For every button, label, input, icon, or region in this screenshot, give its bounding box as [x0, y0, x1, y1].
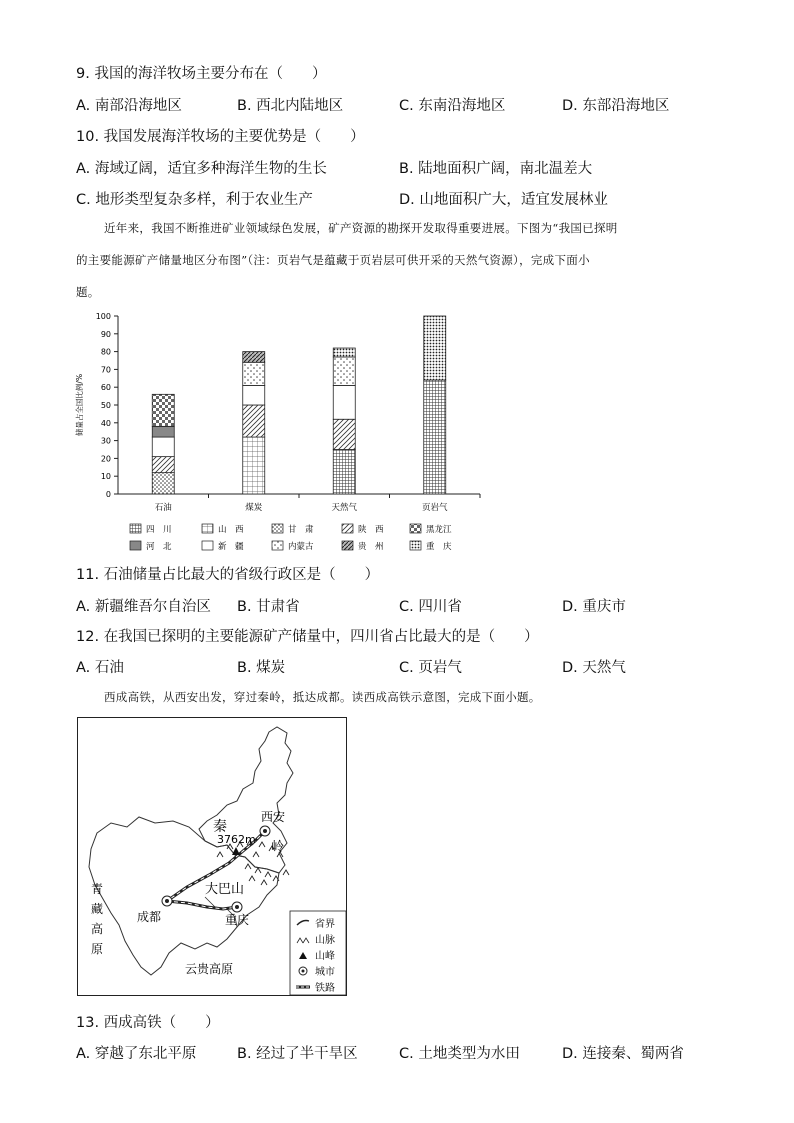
legend-swatch-内蒙古: [272, 541, 283, 550]
legend-label-贵州: 贵 州: [358, 542, 384, 552]
legend-swatch-新疆: [202, 541, 213, 550]
y-tick-label: 50: [100, 401, 111, 410]
q9-option-c[interactable]: C. 东南沿海地区: [399, 98, 506, 114]
bar-segment-内蒙古: [243, 362, 265, 385]
q13-option-b[interactable]: B. 经过了半干旱区: [237, 1046, 358, 1062]
label-yungui: 云贵高原: [185, 962, 234, 976]
y-tick-label: 30: [100, 436, 111, 446]
legend-label-河北: 河 北: [146, 542, 172, 552]
legend-label-黑龙江: 黑龙江: [426, 525, 452, 535]
legend-label-山西: 山 西: [218, 525, 244, 535]
q13-option-c[interactable]: C. 土地类型为水田: [399, 1046, 520, 1062]
chart-axes: [74, 312, 480, 513]
passage-energy-line-2: 的主要能源矿产储量地区分布图”（注：页岩气是蕴藏于页岩层可供开采的天然气资源），完成下面小: [76, 253, 590, 267]
bar-segment-河北: [152, 426, 174, 437]
y-tick-label: 10: [100, 472, 111, 482]
q9-stem: 9. 我国的海洋牧场主要分布在（ ）: [76, 66, 327, 82]
q13-option-d[interactable]: D. 连接秦、蜀两省: [562, 1046, 684, 1062]
legend-label-陕西: 陕 西: [358, 525, 384, 535]
passage-railway: 西成高铁，从西安出发，穿过秦岭，抵达成都。读西成高铁示意图，完成下面小题。: [104, 690, 541, 704]
q12-option-d[interactable]: D. 天然气: [562, 660, 626, 676]
bar-segment-陕西: [152, 457, 174, 473]
label-qingzang: 青藏高原: [91, 882, 104, 956]
q9-option-d[interactable]: D. 东部沿海地区: [562, 98, 670, 114]
y-tick-label: 100: [95, 312, 111, 321]
q12-option-a[interactable]: A. 石油: [76, 660, 124, 676]
legend-swatch-河北: [130, 541, 141, 550]
label-xian: 西安: [261, 810, 286, 824]
legend-swatch-重庆: [410, 541, 421, 550]
q10-stem: 10. 我国发展海洋牧场的主要优势是（ ）: [76, 129, 365, 145]
city-icon-chengdu: [162, 896, 172, 906]
q12-option-b[interactable]: B. 煤炭: [237, 660, 286, 676]
city-icon-chongqing: [232, 902, 242, 912]
q10-option-b[interactable]: B. 陆地面积广阔，南北温差大: [399, 161, 593, 177]
bar-segment-陕西: [243, 405, 265, 437]
x-tick-label: 页岩气: [421, 503, 448, 513]
bar-segment-重庆: [424, 316, 446, 380]
label-qin: 秦: [213, 819, 227, 835]
passage-energy-line-1: 近年来，我国不断推进矿业领域绿色发展，矿产资源的勘探开发取得重要进展。下图为“我国已探明: [104, 221, 618, 235]
bar-segment-内蒙古: [333, 357, 355, 385]
bar-segment-新疆: [152, 437, 174, 457]
legend-swatch-黑龙江: [410, 524, 421, 533]
q10-option-a[interactable]: A. 海域辽阔，适宜多种海洋生物的生长: [76, 161, 327, 177]
city-icon-xian: [260, 826, 270, 836]
legend-swatch-贵州: [342, 541, 353, 550]
chart-legend: [130, 524, 452, 552]
legend-swatch-陕西: [342, 524, 353, 533]
bar-segment-山西: [243, 437, 265, 494]
x-tick-label: 天然气: [331, 503, 358, 513]
legend-label-重庆: 重 庆: [426, 542, 452, 552]
bar-segment-重庆: [333, 348, 355, 357]
bar-segment-甘肃: [152, 473, 174, 494]
bar-segment-新疆: [333, 385, 355, 419]
q9-option-a[interactable]: A. 南部沿海地区: [76, 98, 182, 114]
legend-swatch-四川: [130, 524, 141, 533]
y-tick-label: 40: [100, 418, 111, 428]
q11-option-a[interactable]: A. 新疆维吾尔自治区: [76, 599, 211, 615]
legend-label-新疆: 新 疆: [218, 542, 244, 552]
legend-mountain-label: 山脉: [315, 935, 335, 946]
y-tick-label: 90: [100, 329, 111, 339]
y-axis-label: 储量占全国比例/%: [75, 373, 84, 437]
label-peak-elevation: 3762m: [217, 833, 256, 846]
legend-city-label: 城市: [315, 967, 335, 978]
legend-label-甘肃: 甘 肃: [288, 525, 314, 535]
q9-option-b[interactable]: B. 西北内陆地区: [237, 98, 344, 114]
legend-railway-label: 铁路: [315, 983, 335, 994]
y-tick-label: 70: [100, 365, 111, 375]
bar-segment-陕西: [333, 419, 355, 449]
legend-swatch-山西: [202, 524, 213, 533]
legend-boundary-label: 省界: [315, 919, 335, 930]
q11-option-d[interactable]: D. 重庆市: [562, 599, 626, 615]
legend-label-内蒙古: 内蒙古: [288, 542, 314, 552]
passage-energy: [76, 212, 726, 308]
x-tick-label: 煤炭: [245, 503, 263, 513]
xicheng-railway-map: [77, 717, 347, 996]
q12-option-c[interactable]: C. 页岩气: [399, 660, 462, 676]
label-chongqing: 重庆: [225, 913, 250, 927]
bar-segment-四川: [424, 380, 446, 494]
y-tick-label: 0: [105, 490, 111, 499]
legend-label-四川: 四 川: [146, 525, 172, 535]
x-tick-label: 石油: [154, 503, 172, 513]
q10-option-d[interactable]: D. 山地面积广大，适宜发展林业: [399, 192, 608, 208]
bar-segment-新疆: [243, 385, 265, 405]
bar-segment-四川: [333, 450, 355, 495]
q13-stem: 13. 西成高铁（ ）: [76, 1015, 220, 1031]
bar-segment-黑龙江: [152, 394, 174, 426]
y-tick-label: 20: [100, 454, 111, 464]
y-tick-label: 80: [100, 347, 111, 357]
label-chengdu: 成都: [137, 910, 162, 924]
chart-bars: [152, 316, 446, 494]
q12-stem: 12. 在我国已探明的主要能源矿产储量中，四川省占比最大的是（ ）: [76, 629, 539, 645]
label-ling: 岭: [271, 840, 285, 855]
q11-option-c[interactable]: C. 四川省: [399, 599, 462, 615]
q10-option-c[interactable]: C. 地形类型复杂多样，利于农业生产: [76, 192, 313, 208]
legend-peak-label: 山峰: [315, 951, 335, 962]
bar-segment-贵州: [243, 352, 265, 363]
label-dabashan: 大巴山: [205, 882, 245, 897]
passage-energy-line-3: 题。: [76, 285, 100, 299]
legend-city-icon: [299, 967, 307, 975]
legend-swatch-甘肃: [272, 524, 283, 533]
energy-reserve-chart: [72, 306, 492, 556]
q13-option-a[interactable]: A. 穿越了东北平原: [76, 1046, 197, 1062]
q11-stem: 11. 石油储量占比最大的省级行政区是（ ）: [76, 567, 380, 583]
y-tick-label: 60: [100, 383, 111, 393]
q11-option-b[interactable]: B. 甘肃省: [237, 599, 300, 615]
